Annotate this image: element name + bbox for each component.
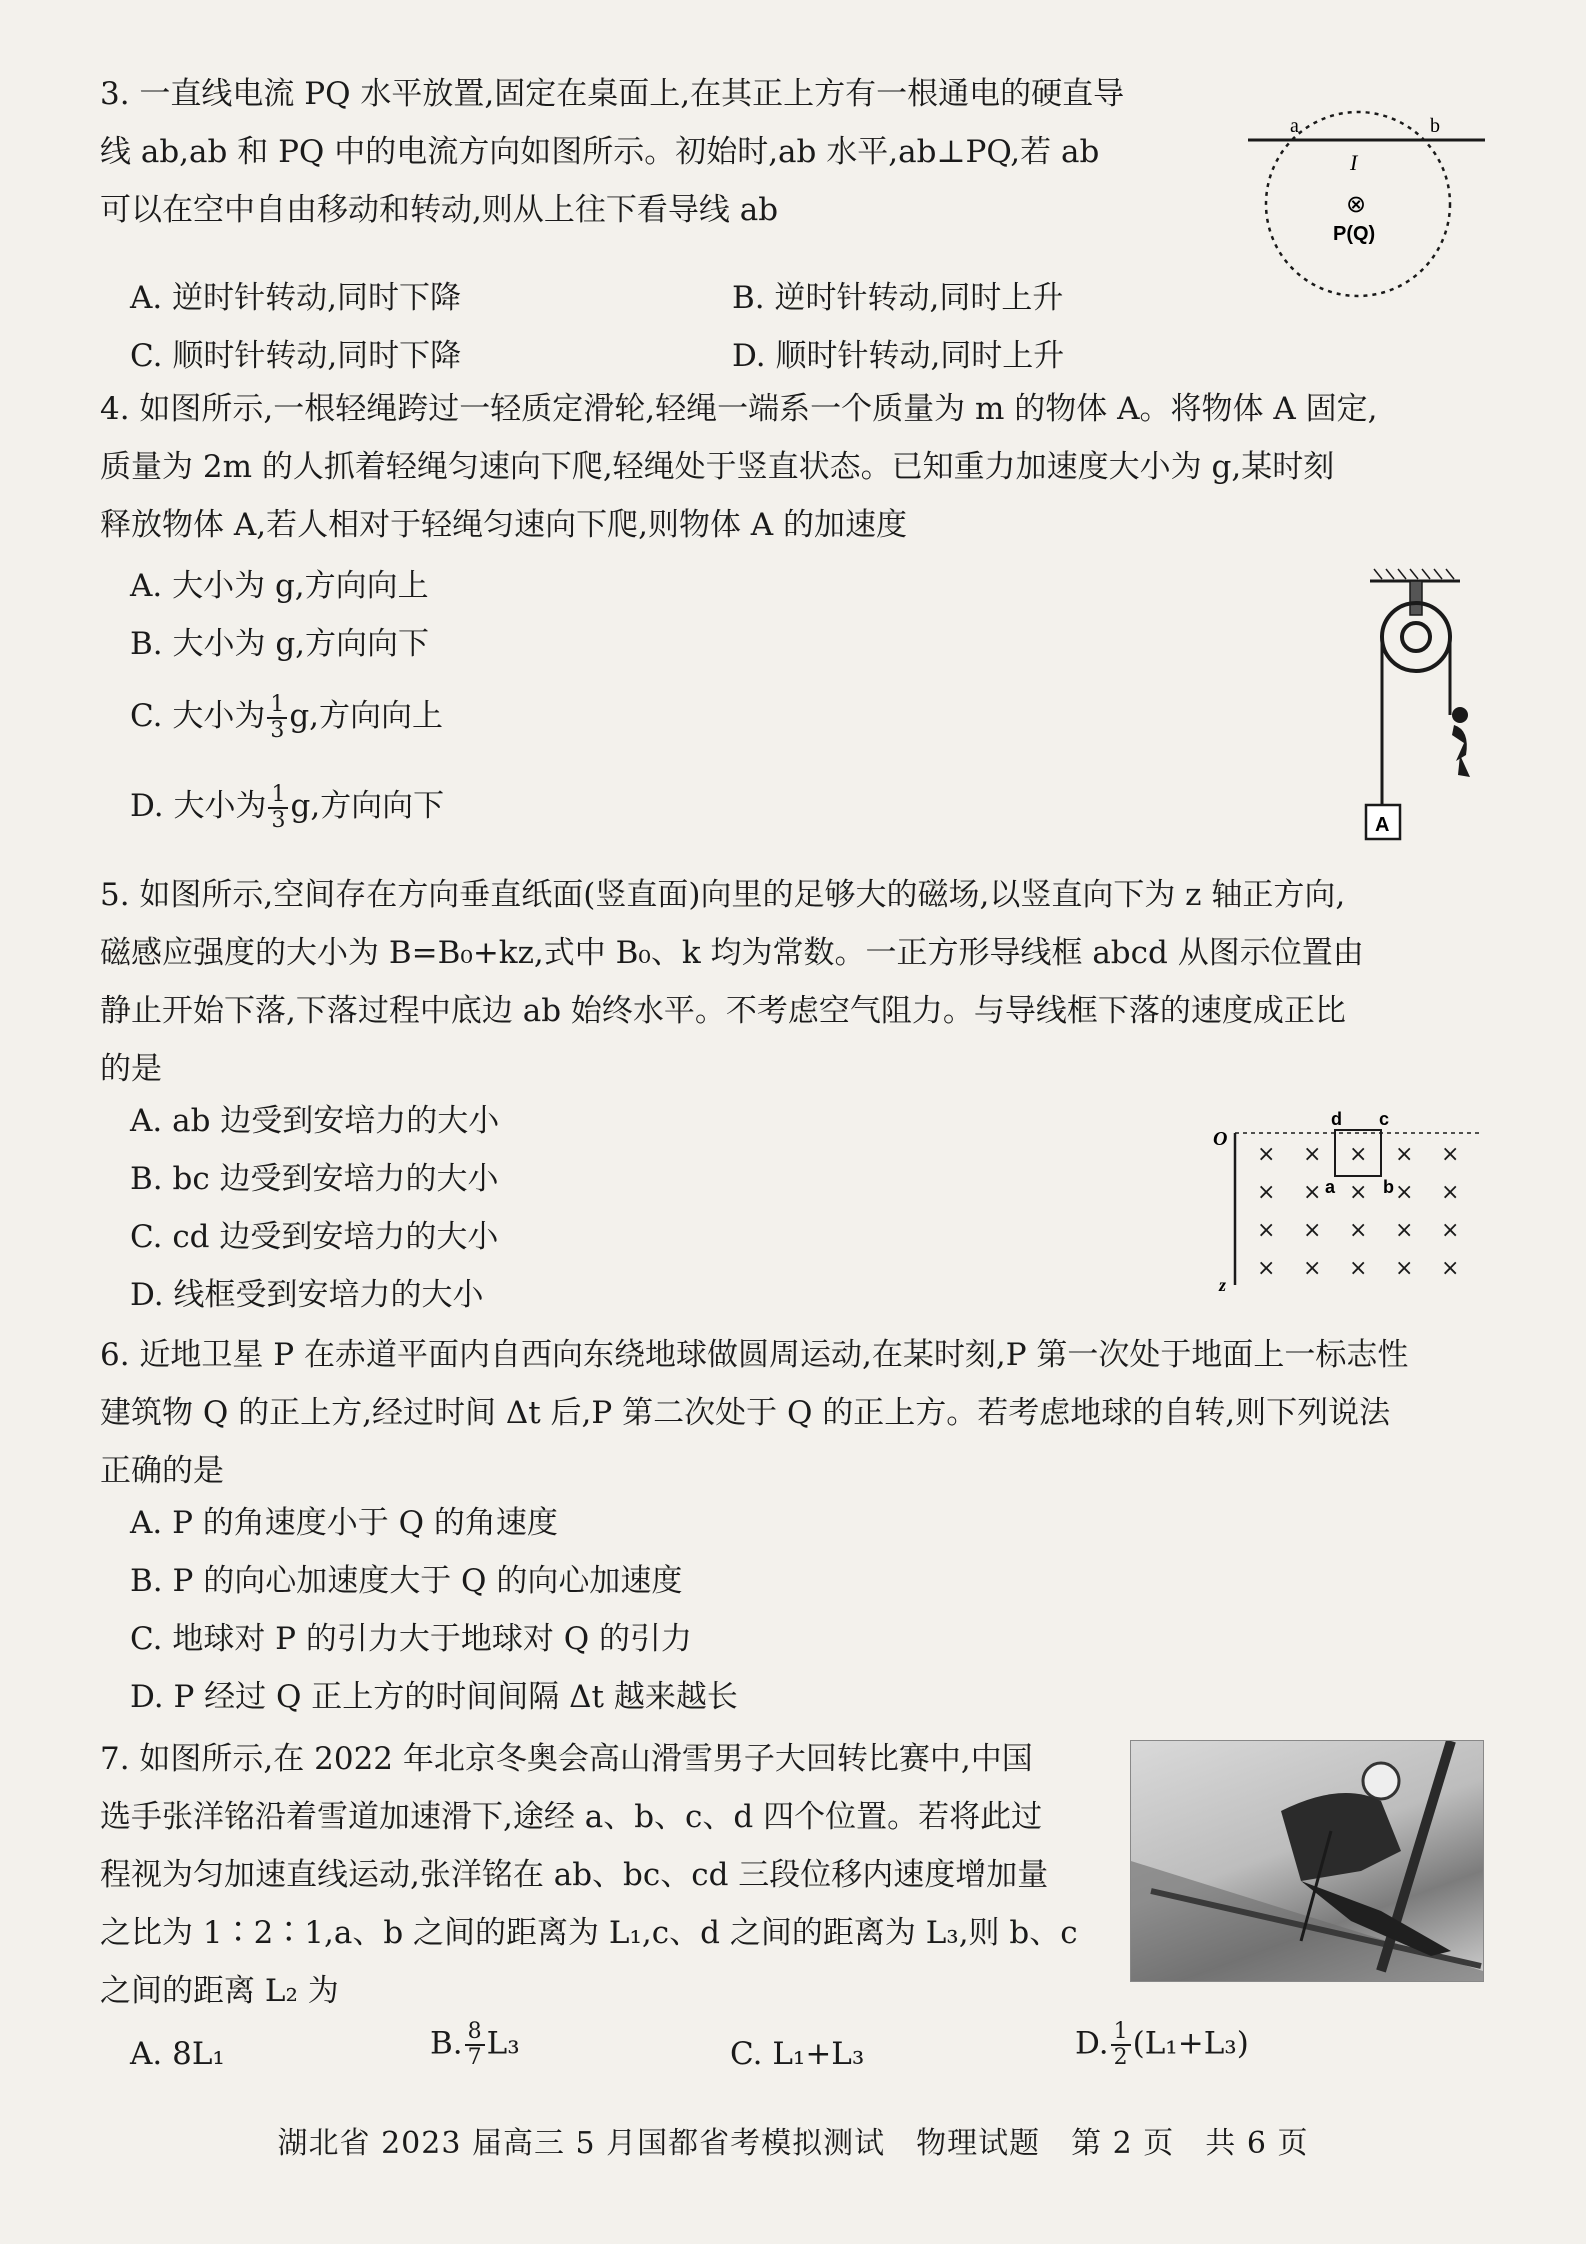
q3-option-a: A. 逆时针转动,同时下降 bbox=[130, 280, 461, 316]
option-d-prefix: D. 大小为 bbox=[130, 788, 267, 824]
field-cross-icon: × bbox=[1395, 1180, 1414, 1205]
stem-line: 之比为 1∶2∶1,a、b 之间的距离为 L₁,c、d 之间的距离为 L₃,则 b、c bbox=[100, 1915, 1078, 1951]
stem-line: 线 ab,ab 和 PQ 中的电流方向如图所示。初始时,ab 水平,ab⊥PQ,若 ab bbox=[100, 134, 1100, 170]
q5-option-a: A. ab 边受到安培力的大小 bbox=[130, 1103, 500, 1139]
frac-num: 1 bbox=[1111, 2020, 1131, 2046]
q7-option-b bbox=[430, 2020, 520, 2070]
stem-line: 3. 一直线电流 PQ 水平放置,固定在桌面上,在其正上方有一根通电的硬直导 bbox=[100, 76, 1125, 112]
field-cross-icon: × bbox=[1441, 1142, 1460, 1167]
frac-den: 2 bbox=[1113, 2045, 1128, 2070]
frac-den: 3 bbox=[270, 717, 285, 743]
q4-option-d bbox=[130, 780, 444, 833]
field-cross-icon: × bbox=[1395, 1142, 1414, 1167]
axis-origin-label: O bbox=[1213, 1128, 1228, 1150]
stem-line: 磁感应强度的大小为 B=B₀+kz,式中 B₀、k 均为常数。一正方形导线框 abcd 从图示位置由 bbox=[100, 935, 1364, 971]
frac-den: 7 bbox=[467, 2045, 482, 2070]
frac-num: 8 bbox=[465, 2020, 485, 2046]
q7-option-d bbox=[1075, 2020, 1249, 2070]
field-cross-icon: × bbox=[1257, 1256, 1276, 1281]
corner-c-label: c bbox=[1379, 1109, 1390, 1129]
q4-pulley-figure bbox=[1360, 565, 1510, 855]
option-d-prefix: D. bbox=[1075, 2025, 1109, 2062]
stem-line: 的是 bbox=[100, 1051, 162, 1087]
stem-line: 静止开始下落,下落过程中底边 ab 始终水平。不考虑空气阻力。与导线框下落的速度成正比 bbox=[100, 993, 1346, 1029]
stem-line: 程视为匀加速直线运动,张洋铭在 ab、bc、cd 三段位移内速度增加量 bbox=[100, 1857, 1049, 1893]
frac-num: 1 bbox=[268, 783, 288, 809]
stem-line: 可以在空中自由移动和转动,则从上往下看导线 ab bbox=[100, 192, 779, 228]
option-c-prefix: C. 大小为 bbox=[130, 698, 266, 734]
q5-magnetic-field-figure bbox=[1205, 1105, 1485, 1295]
option-d-suffix: (L₁+L₃) bbox=[1132, 2025, 1249, 2062]
label-pq: P(Q) bbox=[1333, 223, 1376, 245]
field-cross-icon: × bbox=[1303, 1142, 1322, 1167]
label-current-i: I bbox=[1350, 150, 1358, 175]
field-cross-icon: × bbox=[1349, 1180, 1368, 1205]
q6-option-c: C. 地球对 P 的引力大于地球对 Q 的引力 bbox=[130, 1621, 693, 1657]
field-cross-icon: × bbox=[1349, 1218, 1368, 1243]
frac-num: 1 bbox=[267, 693, 287, 719]
page-footer: 湖北省 2023 届高三 5 月国都省考模拟测试 物理试题 第 2 页 共 6 页 bbox=[277, 2126, 1309, 2161]
stem-line: 质量为 2m 的人抓着轻绳匀速向下爬,轻绳处于竖直状态。已知重力加速度大小为 g,某时刻 bbox=[100, 449, 1335, 485]
stem-line: 建筑物 Q 的正上方,经过时间 Δt 后,P 第二次处于 Q 的正上方。若考虑地球的自转,则下列说法 bbox=[100, 1395, 1391, 1431]
q7-option-c: C. L₁+L₃ bbox=[730, 2036, 865, 2072]
q3-option-d: D. 顺时针转动,同时上升 bbox=[732, 338, 1065, 374]
question-3-stem bbox=[100, 65, 1124, 239]
field-cross-icon: × bbox=[1395, 1218, 1414, 1243]
q6-option-d: D. P 经过 Q 正上方的时间间隔 Δt 越来越长 bbox=[130, 1679, 738, 1715]
corner-a-label: a bbox=[1325, 1177, 1336, 1197]
stem-line: 选手张洋铭沿着雪道加速滑下,途经 a、b、c、d 四个位置。若将此过 bbox=[100, 1799, 1043, 1835]
frac-den: 3 bbox=[271, 807, 286, 833]
field-cross-icon: × bbox=[1395, 1256, 1414, 1281]
option-b-suffix: L₃ bbox=[486, 2025, 520, 2062]
option-d-suffix: g,方向向下 bbox=[290, 788, 445, 824]
option-c-suffix: g,方向向上 bbox=[289, 698, 444, 734]
stem-line: 6. 近地卫星 P 在赤道平面内自西向东绕地球做圆周运动,在某时刻,P 第一次处于地面上一标志性 bbox=[100, 1337, 1409, 1373]
fraction-one-third bbox=[267, 693, 287, 743]
skier-icon bbox=[1131, 1741, 1483, 1981]
stem-line: 5. 如图所示,空间存在方向垂直纸面(竖直面)向里的足够大的磁场,以竖直向下为 z 轴正方向, bbox=[100, 877, 1346, 913]
field-cross-icon: × bbox=[1441, 1180, 1460, 1205]
block-a-label: A bbox=[1375, 814, 1390, 836]
fraction-one-half bbox=[1111, 2020, 1131, 2070]
label-b: b bbox=[1430, 115, 1440, 137]
q5-option-b: B. bc 边受到安培力的大小 bbox=[130, 1161, 499, 1197]
q5-option-c: C. cd 边受到安培力的大小 bbox=[130, 1219, 499, 1255]
q4-option-b: B. 大小为 g,方向向下 bbox=[130, 626, 430, 662]
stem-line: 之间的距离 L₂ 为 bbox=[100, 1973, 339, 2009]
option-b-prefix: B. bbox=[430, 2025, 463, 2062]
q6-option-b: B. P 的向心加速度大于 Q 的向心加速度 bbox=[130, 1563, 683, 1599]
field-cross-icon: × bbox=[1441, 1256, 1460, 1281]
axis-z-label: z bbox=[1219, 1275, 1227, 1295]
corner-d-label: d bbox=[1331, 1109, 1342, 1129]
stem-line: 7. 如图所示,在 2022 年北京冬奥会高山滑雪男子大回转比赛中,中国 bbox=[100, 1741, 1033, 1777]
question-5-stem bbox=[100, 866, 1364, 1098]
stem-line: 正确的是 bbox=[100, 1453, 224, 1489]
fraction-one-third bbox=[268, 783, 288, 833]
skier-photo bbox=[1130, 1740, 1484, 1982]
field-cross-icon: × bbox=[1303, 1256, 1322, 1281]
q4-option-c bbox=[130, 690, 443, 743]
q3-wire-figure bbox=[1240, 100, 1490, 310]
field-cross-icon: × bbox=[1257, 1180, 1276, 1205]
q3-option-c: C. 顺时针转动,同时下降 bbox=[130, 338, 462, 374]
label-a: a bbox=[1290, 115, 1299, 137]
stem-line: 4. 如图所示,一根轻绳跨过一轻质定滑轮,轻绳一端系一个质量为 m 的物体 A。将物体 A 固定, bbox=[100, 391, 1378, 427]
field-cross-icon: × bbox=[1303, 1218, 1322, 1243]
q4-option-a: A. 大小为 g,方向向上 bbox=[130, 568, 429, 604]
field-cross-icon: × bbox=[1257, 1142, 1276, 1167]
q7-option-a: A. 8L₁ bbox=[130, 2036, 225, 2072]
field-crosses bbox=[1257, 1142, 1459, 1281]
q3-option-b: B. 逆时针转动,同时上升 bbox=[732, 280, 1064, 316]
q6-option-a: A. P 的角速度小于 Q 的角速度 bbox=[130, 1505, 558, 1541]
question-6-stem bbox=[100, 1326, 1408, 1500]
corner-b-label: b bbox=[1383, 1177, 1394, 1197]
stem-line: 释放物体 A,若人相对于轻绳匀速向下爬,则物体 A 的加速度 bbox=[100, 507, 908, 543]
current-into-page-icon: ⊗ bbox=[1346, 190, 1367, 218]
question-4-stem bbox=[100, 380, 1377, 554]
field-cross-icon: × bbox=[1303, 1180, 1322, 1205]
q5-option-d: D. 线框受到安培力的大小 bbox=[130, 1277, 484, 1313]
field-cross-icon: × bbox=[1349, 1256, 1368, 1281]
climber-icon bbox=[1452, 707, 1470, 777]
field-cross-icon: × bbox=[1257, 1218, 1276, 1243]
fraction-eight-sevenths bbox=[465, 2020, 485, 2070]
field-cross-icon: × bbox=[1349, 1142, 1368, 1167]
question-7-stem bbox=[100, 1730, 1078, 2020]
field-cross-icon: × bbox=[1441, 1218, 1460, 1243]
